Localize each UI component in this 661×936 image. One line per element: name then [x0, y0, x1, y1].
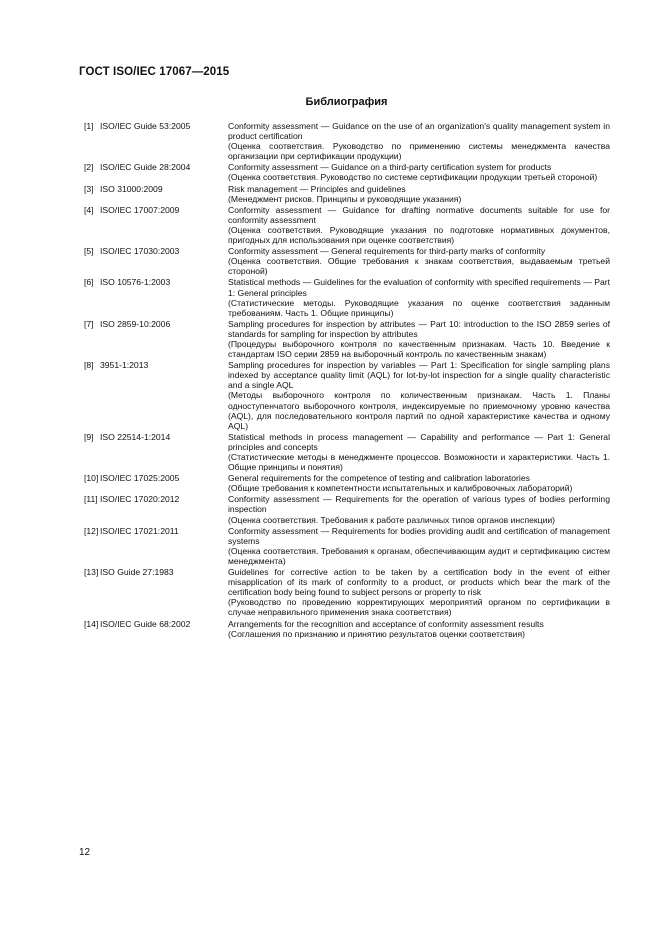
bibliography-entry: [84, 473, 610, 493]
entry-number: [4]: [84, 204, 94, 215]
english-title: Guidelines for corrective action to be taken by a certification body in the event of either misapplication of its mark of conformity to a product, or products which bear the mark of the certification body being found to subject persons or property to risk: [228, 567, 610, 598]
bibliography-entry: [84, 184, 610, 204]
page-title: Библиография: [305, 96, 388, 108]
english-title: Conformity assessment — General requirements for third-party marks of conformity: [228, 246, 546, 257]
bibliography-entry: [84, 432, 610, 472]
reference-id: [84, 494, 228, 524]
document-code: ISO 2859-10:2006: [100, 318, 171, 329]
document-header: ГОСТ ISO/IEC 17067—2015: [79, 66, 230, 78]
russian-title: (Оценка соответствия. Требования к органам, обеспечивающим аудит и сертификацию систем менеджмента): [228, 545, 610, 566]
bibliography-entry: [84, 246, 610, 276]
bibliography-entry: [84, 162, 610, 182]
russian-title: (Оценка соответствия. Требования к работе различных типов органов инспекции): [228, 514, 556, 525]
russian-title: (Оценка соответствия. Руководство по системе сертификации продукции третьей стороной): [228, 172, 598, 183]
russian-title: (Оценка соответствия. Общие требования к знакам соответствия, выдаваемым третьей стороной): [228, 256, 610, 277]
document-code: ISO/IEC 17007:2009: [100, 204, 180, 215]
entry-number: [2]: [84, 162, 94, 173]
document-code: ISO/IEC 17030:2003: [100, 246, 180, 257]
page-number: 12: [79, 847, 91, 858]
english-title: Sampling procedures for inspection by variables — Part 1: Specification for single sampling plans indexed by acceptance quality limit (AQL) for lot-by-lot inspection for a single quality characteristic and a single AQL: [228, 360, 610, 391]
document-code: ISO/IEC 17025:2005: [100, 473, 180, 484]
reference-id: [84, 121, 228, 161]
entry-number: [1]: [84, 121, 94, 131]
entry-number: [10]: [84, 473, 99, 484]
bibliography-entry: [84, 619, 610, 639]
reference-id: [84, 319, 228, 359]
english-title: Arrangements for the recognition and acceptance of conformity assessment results: [228, 618, 544, 629]
english-title: Conformity assessment — Requirements for bodies providing audit and certification of management systems: [228, 525, 610, 546]
bibliography-entry: [84, 319, 610, 359]
russian-title: (Процедуры выборочного контроля по качественным признакам. Часть 10. Введение к стандартам ISO серии 2859 на выборочный контроль по качественным знакам): [228, 338, 610, 360]
russian-title: (Руководство по проведению корректирующих мероприятий органом по сертификации в случае неправильного применения знака соответствия): [228, 597, 610, 618]
document-code: ISO 10576-1:2003: [100, 277, 171, 288]
bibliography-entry: [84, 494, 610, 524]
english-title: Sampling procedures for inspection by attributes — Part 10: introduction to the ISO 2859 series of standards for sampling for inspection by attributes: [228, 318, 610, 339]
entry-number: [9]: [84, 431, 94, 442]
bibliography-entry: [84, 526, 610, 566]
entry-number: [13]: [84, 567, 99, 578]
english-title: Conformity assessment — Guidance on a third-party certification system for products: [228, 162, 552, 173]
document-code: ISO/IEC Guide 53:2005: [100, 121, 191, 131]
russian-title: (Статистические методы. Руководящие указания по оценке соответствия заданным требованиям. Часть 1. Общие принципы): [228, 297, 610, 318]
entry-number: [12]: [84, 525, 99, 536]
reference-id: [84, 205, 228, 245]
english-title: General requirements for the competence of testing and calibration laboratories: [228, 473, 530, 484]
entry-number: [14]: [84, 618, 99, 629]
bibliography-entry: [84, 277, 610, 317]
english-title: Risk management — Principles and guidelines: [228, 183, 406, 194]
document-code: ISO/IEC Guide 68:2002: [100, 618, 191, 629]
entry-number: [6]: [84, 277, 94, 288]
english-title: Conformity assessment — Requirements for the operation of various types of bodies performing inspection: [228, 494, 610, 515]
reference-id: [84, 432, 228, 472]
bibliography-list: [84, 121, 610, 640]
russian-title: (Методы выборочного контроля по количественным признакам. Часть 1. Планы одноступенчатого выборочного контроля, индексируемые по приемочному уровню качества (AQL), для последовательного контроля партий по одной характеристике качества и одному AQL): [228, 390, 610, 431]
document-code: ISO Guide 27:1983: [100, 567, 174, 578]
russian-title: (Оценка соответствия. Руководящие указания по подготовке нормативных документов, пригодных для использования при оценке соответствия): [228, 224, 610, 246]
russian-title: (Соглашения по признанию и принятию результатов оценки соответствия): [228, 628, 525, 639]
document-code: ISO 22514-1:2014: [100, 431, 171, 442]
reference-id: [84, 473, 228, 493]
russian-title: (Менеджмент рисков. Принципы и руководящие указания): [228, 193, 462, 204]
bibliography-entry: [84, 567, 610, 617]
russian-title: (Общие требования к компетентности испытательных и калибровочных лабораторий): [228, 483, 573, 494]
reference-id: [84, 184, 228, 204]
document-code: ISO/IEC 17021:2011: [100, 525, 179, 536]
entry-number: [7]: [84, 318, 94, 329]
russian-title: (Статистические методы в менеджменте процессов. Возможности и характеристики. Часть 1. Общие принципы и понятия): [228, 452, 610, 473]
english-title: Statistical methods in process management — Capability and performance — Part 1: General principles and concepts: [228, 431, 610, 452]
document-code: 3951-1:2013: [100, 360, 149, 371]
reference-id: [84, 162, 228, 182]
reference-id: [84, 246, 228, 276]
entry-number: [5]: [84, 246, 94, 257]
entry-number: [3]: [84, 183, 94, 194]
reference-id: [84, 277, 228, 317]
english-title: Conformity assessment — Guidance on the use of an organization’s quality management system in product certification: [228, 121, 610, 142]
reference-id: [84, 619, 228, 639]
document-code: ISO/IEC Guide 28:2004: [100, 162, 191, 173]
bibliography-entry: [84, 121, 610, 161]
reference-id: [84, 567, 228, 617]
russian-title: (Оценка соответствия. Руководство по применению системы менеджмента качества организации при сертификации продукции): [228, 141, 610, 162]
entry-number: [11]: [84, 494, 98, 505]
english-title: Statistical methods — Guidelines for the evaluation of conformity with specified requirements — Part 1: General principles: [228, 277, 610, 298]
document-code: ISO 31000:2009: [100, 183, 163, 194]
reference-id: [84, 526, 228, 566]
reference-id: [84, 360, 228, 431]
english-title: Conformity assessment — Guidance for drafting normative documents suitable for use for conformity assessment: [228, 204, 610, 225]
bibliography-entry: [84, 205, 610, 245]
bibliography-entry: [84, 360, 610, 431]
entry-number: [8]: [84, 360, 94, 371]
document-code: ISO/IEC 17020:2012: [100, 494, 180, 505]
